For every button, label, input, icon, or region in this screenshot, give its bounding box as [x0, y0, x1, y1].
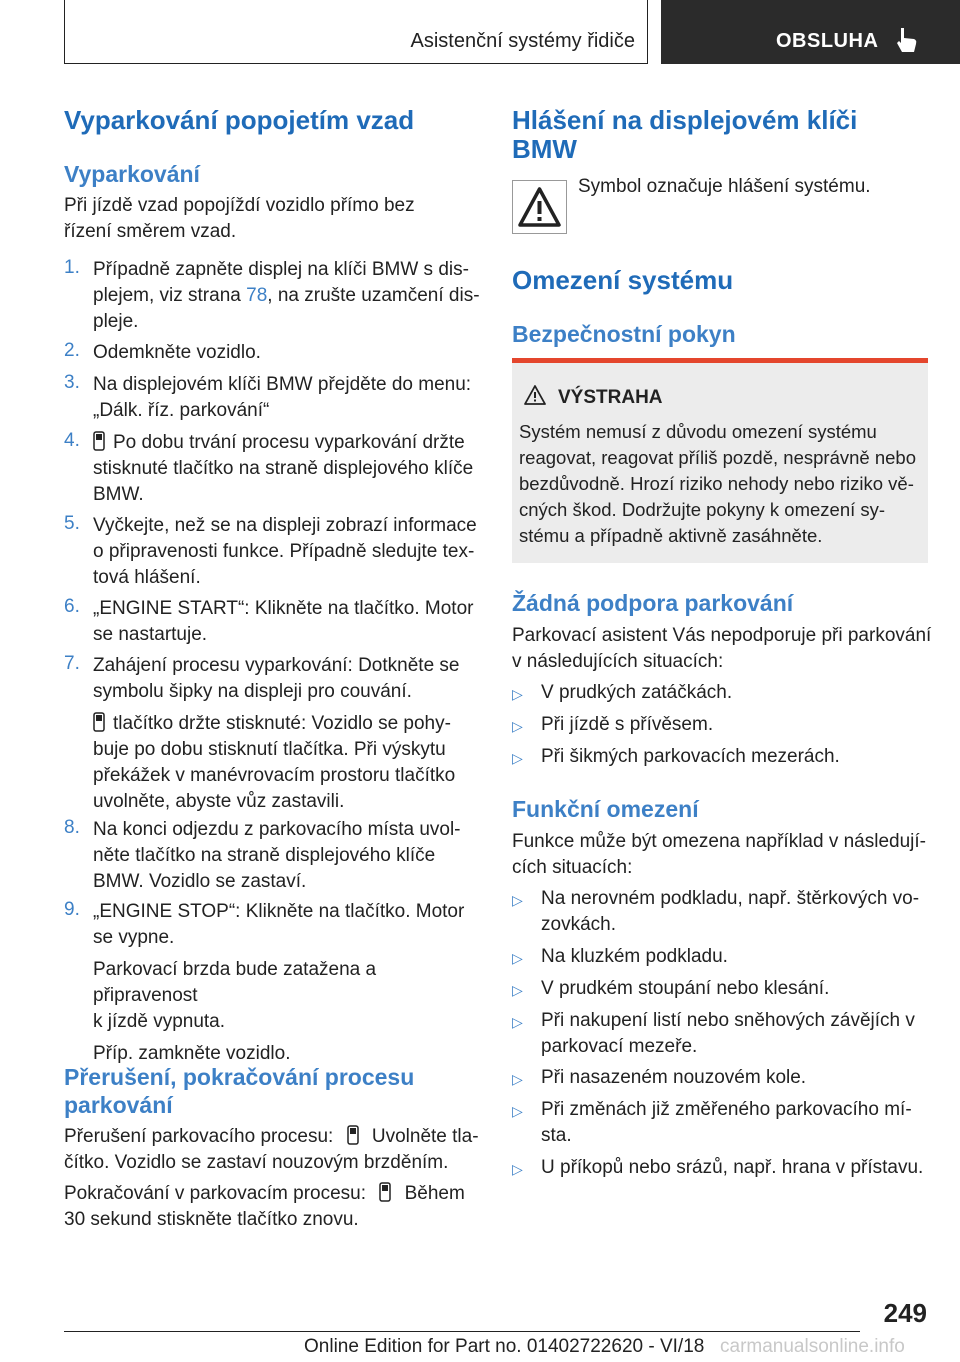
triangle-bullet-icon: ▷	[512, 750, 523, 766]
warning-line: reagovat, reagovat příliš pozdě, nesprávně nebo	[519, 447, 916, 468]
interrupt-paragraph	[64, 1124, 484, 1176]
step-1-text	[93, 257, 483, 335]
step-5-text	[93, 513, 483, 591]
step-line: pleje.	[93, 311, 139, 332]
step-line: Případně zapněte displej na klíči BMW s dis-	[93, 259, 469, 280]
heading-line: Hlášení na displejovém klíči	[512, 105, 858, 135]
step-number: 5.	[64, 513, 80, 534]
step-line: se vypne.	[93, 927, 175, 948]
symbol-description: Symbol označuje hlášení systému.	[578, 176, 871, 197]
step-line: buje po dobu stisknutí tlačítka. Při výskytu	[93, 739, 446, 760]
step-8-text	[93, 817, 483, 895]
step-line: tová hlášení.	[93, 567, 201, 588]
header-section-box	[64, 0, 648, 64]
step-line	[93, 283, 483, 309]
para-text: Parkovací asistent Vás nepodporuje při parkování	[512, 625, 932, 646]
para-text: Funkce může být omezena například v následují-	[512, 831, 926, 852]
step-number: 3.	[64, 372, 80, 393]
step-number: 1.	[64, 257, 80, 278]
step-line: uvolněte, abyste vůz zastavili.	[93, 791, 345, 812]
subsection-title-exit: Vyparkování	[64, 161, 200, 187]
triangle-bullet-icon: ▷	[512, 892, 523, 908]
section-title-key-messages	[512, 106, 857, 164]
warning-text	[519, 419, 927, 549]
list-item: U příkopů nebo srázů, např. hrana v přístavu.	[541, 1157, 924, 1178]
step-line: Na displejovém klíči BMW přejděte do menu:	[93, 374, 472, 395]
para-text: v následujících situacích:	[512, 651, 724, 672]
step-number: 2.	[64, 340, 80, 361]
subsection-title-interrupt	[64, 1063, 414, 1119]
step-text: plejem, viz strana	[93, 285, 247, 306]
warning-symbol-box	[512, 180, 567, 234]
triangle-bullet-icon: ▷	[512, 718, 523, 734]
warning-line: bezdůvodně. Hrozí riziko nehody nebo riziko vě-	[519, 473, 914, 494]
list-item: V prudkých zatáčkách.	[541, 682, 733, 703]
step-line: Zahájení procesu vyparkování: Dotkněte se	[93, 655, 460, 676]
step-3-text	[93, 372, 483, 424]
triangle-bullet-icon: ▷	[512, 950, 523, 966]
step-line: BMW.	[93, 484, 144, 505]
step-line	[93, 430, 483, 456]
step-line: k jízdě vypnuta.	[93, 1011, 226, 1032]
page-number: 249	[883, 1298, 927, 1328]
edition-text: Online Edition for Part no. 01402722620 - VI/18	[304, 1336, 705, 1357]
step-number: 4.	[64, 430, 80, 451]
step-number: 6.	[64, 596, 80, 617]
continue-paragraph	[64, 1181, 484, 1233]
triangle-bullet-icon: ▷	[512, 1071, 523, 1087]
key-fob-button-icon	[347, 1125, 359, 1145]
list-item	[541, 1097, 931, 1149]
step-number: 8.	[64, 817, 80, 838]
step-line: Parkovací brzda bude zatažena a připravenost	[93, 959, 377, 1006]
key-fob-button-icon	[93, 431, 105, 451]
step-line: „Dálk. říz. parkování“	[93, 400, 270, 421]
function-limits-intro	[512, 829, 932, 881]
warning-line: Systém nemusí z důvodu omezení systému	[519, 421, 877, 442]
list-item: Na kluzkém podkladu.	[541, 946, 728, 967]
key-fob-button-icon	[379, 1182, 391, 1202]
heading-line: Přerušení, pokračování procesu	[64, 1064, 415, 1090]
step-line: překážek v manévrovacím prostoru tlačítko	[93, 765, 456, 786]
step-7-text	[93, 653, 483, 815]
warning-title: VÝSTRAHA	[558, 387, 663, 408]
list-item: Při nasazeném nouzovém kole.	[541, 1067, 807, 1088]
step-9-text	[93, 899, 483, 1067]
watermark: carmanualsonline.info	[720, 1336, 905, 1357]
para-text: Během	[399, 1183, 465, 1204]
step-line: se nastartuje.	[93, 624, 208, 645]
section-title-reverse-exit: Vyparkování popojetím vzad	[64, 105, 415, 135]
step-6-text	[93, 596, 483, 648]
step-text: , na zrušte uzamčení dis-	[267, 285, 480, 306]
step-line: BMW. Vozidlo se zastaví.	[93, 871, 307, 892]
subsection-title-no-support: Žádná podpora parkování	[512, 590, 794, 616]
step-number: 9.	[64, 899, 80, 920]
step-2-text: Odemkněte vozidlo.	[93, 342, 261, 363]
footer-divider	[64, 1331, 860, 1332]
triangle-bullet-icon: ▷	[512, 1103, 523, 1119]
step-4-text	[93, 430, 483, 508]
step-line: Příp. zamkněte vozidlo.	[93, 1043, 291, 1064]
triangle-bullet-icon: ▷	[512, 982, 523, 998]
triangle-bullet-icon: ▷	[512, 1014, 523, 1030]
warning-line: cných škod. Dodržujte pokyny k omezení sy-	[519, 499, 886, 520]
para-text: Uvolněte tla-	[366, 1126, 479, 1147]
step-line: Vyčkejte, než se na displeji zobrazí informace	[93, 515, 477, 536]
warning-box	[512, 363, 928, 563]
subsection-title-function-limits: Funkční omezení	[512, 796, 699, 822]
list-line: Při nakupení listí nebo sněhových závějích v	[541, 1010, 915, 1031]
list-line: parkovací mezeře.	[541, 1036, 698, 1057]
header-chapter-label: OBSLUHA	[776, 30, 879, 52]
no-support-intro	[512, 623, 932, 675]
warning-line: stému a případně aktivně zasáhněte.	[519, 525, 823, 546]
step-line: symbolu šipky na displeji pro couvání.	[93, 681, 412, 702]
heading-line: parkování	[64, 1092, 173, 1118]
step-line: o připravenosti funkce. Případně sledujte tex-	[93, 541, 475, 562]
para-text: čítko. Vozidlo se zastaví nouzovým brzděním.	[64, 1152, 449, 1173]
step-text: Po dobu trvání procesu vyparkování držte	[113, 432, 465, 453]
para-text: 30 sekund stiskněte tlačítko znovu.	[64, 1209, 359, 1230]
para-text: Přerušení parkovacího procesu:	[64, 1126, 339, 1147]
para-text: Pokračování v parkovacím procesu:	[64, 1183, 372, 1204]
warning-triangle-icon	[513, 181, 566, 233]
list-line: Při změnách již změřeného parkovacího mí-	[541, 1099, 912, 1120]
step-line: stisknuté tlačítko na straně displejového klíče	[93, 458, 474, 479]
key-fob-button-icon	[93, 712, 105, 732]
para-text: cích situacích:	[512, 857, 633, 878]
header-section-title: Asistenční systémy řidiče	[410, 30, 635, 52]
section-title-system-limits: Omezení systému	[512, 265, 734, 295]
step-line: Na konci odjezdu z parkovacího místa uvol-	[93, 819, 461, 840]
list-line: sta.	[541, 1125, 572, 1146]
subsection-title-safety: Bezpečnostní pokyn	[512, 321, 736, 347]
warning-triangle-icon	[524, 385, 546, 405]
list-item	[541, 886, 931, 938]
step-text: tlačítko držte stisknuté: Vozidlo se pohy-	[113, 713, 451, 734]
header-chapter-tab	[661, 0, 960, 64]
step-line: něte tlačítko na straně displejového klíče	[93, 845, 436, 866]
step-line: „ENGINE START“: Klikněte na tlačítko. Motor	[93, 598, 474, 619]
list-item: Při šikmých parkovacích mezerách.	[541, 746, 840, 767]
intro-paragraph: Při jízdě vzad popojíždí vozidlo přímo bez řízení směrem vzad.	[64, 195, 415, 242]
triangle-bullet-icon: ▷	[512, 1161, 523, 1177]
list-item	[541, 1008, 931, 1060]
step-number: 7.	[64, 653, 80, 674]
step-line	[93, 711, 483, 737]
list-item: V prudkém stoupání nebo klesání.	[541, 978, 830, 999]
page-link[interactable]: 78	[246, 285, 268, 306]
triangle-bullet-icon: ▷	[512, 686, 523, 702]
list-line: Na nerovném podkladu, např. štěrkových vo-	[541, 888, 920, 909]
pointing-hand-icon	[894, 26, 920, 54]
step-line: „ENGINE STOP“: Klikněte na tlačítko. Motor	[93, 901, 465, 922]
heading-line: BMW	[512, 134, 577, 164]
list-item: Při jízdě s přívěsem.	[541, 714, 714, 735]
list-line: zovkách.	[541, 914, 616, 935]
